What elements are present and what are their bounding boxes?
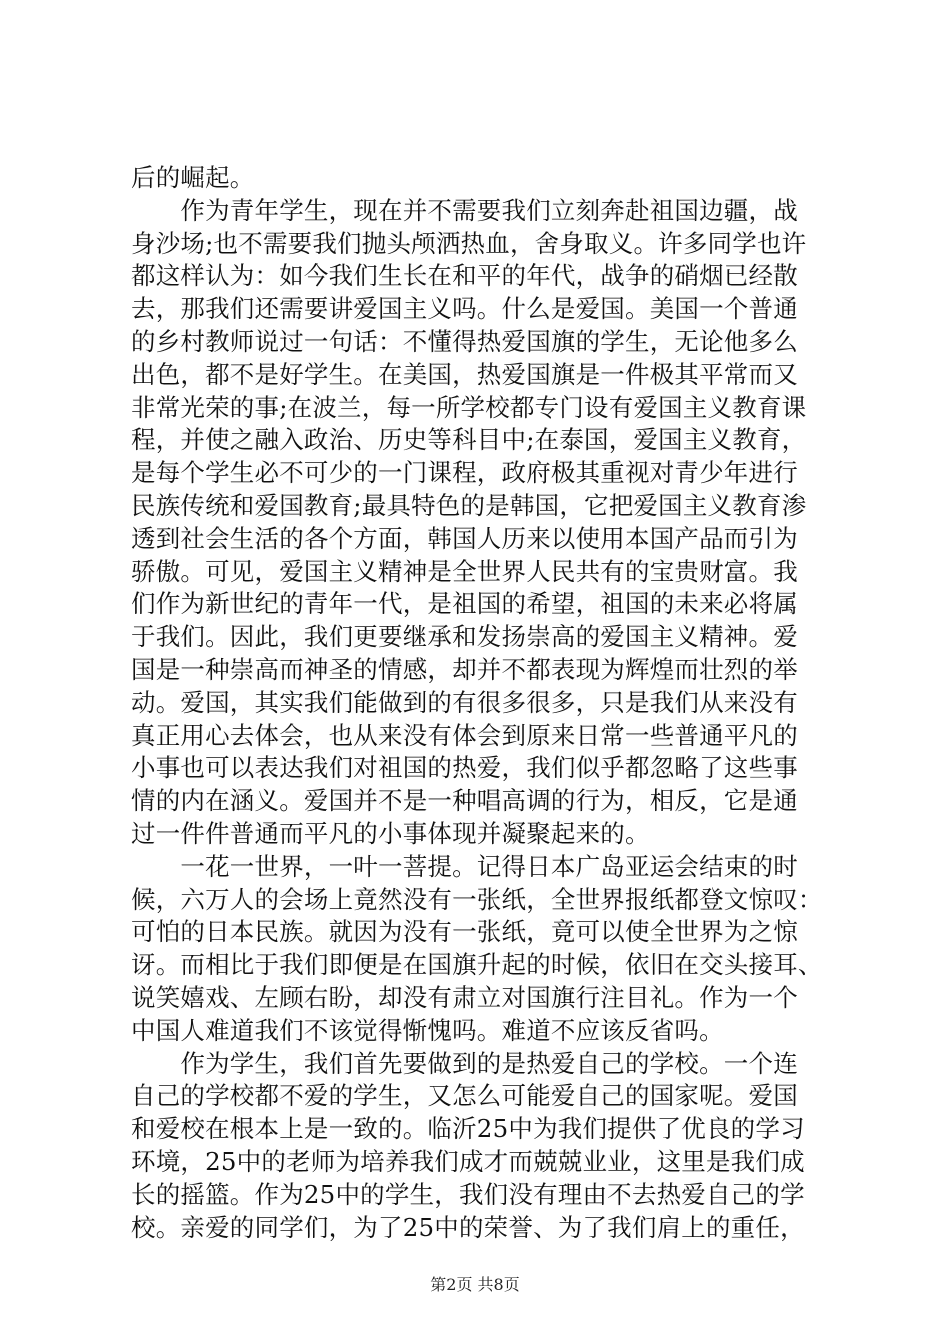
text-line: 透到社会生活的各个方面，韩国人历来以使用本国产品而引为 (131, 523, 798, 553)
text-line: 自己的学校都不爱的学生，又怎么可能爱自己的国家呢。爱国 (131, 1081, 798, 1111)
text-line: 过一件件普通而平凡的小事体现并凝聚起来的。 (131, 818, 650, 848)
text-line: 和爱校在根本上是一致的。临沂25中为我们提供了优良的学习 (131, 1114, 805, 1144)
text-line: 国是一种崇高而神圣的情感，却并不都表现为辉煌而壮烈的举 (131, 654, 798, 684)
text-line: 动。爱国，其实我们能做到的有很多很多，只是我们从来没有 (131, 687, 798, 717)
text-line: 候，六万人的会场上竟然没有一张纸，全世界报纸都登文惊叹： (131, 884, 823, 914)
text-line: 出色，都不是好学生。在美国，热爱国旗是一件极其平常而又 (131, 359, 798, 389)
text-line: 是每个学生必不可少的一门课程，政府极其重视对青少年进行 (131, 458, 798, 488)
text-line: 于我们。因此，我们更要继承和发扬崇高的爱国主义精神。爱 (131, 622, 798, 652)
text-line: 中国人难道我们不该觉得惭愧吗。难道不应该反省吗。 (131, 1015, 724, 1045)
text-line: 长的摇篮。作为25中的学生，我们没有理由不去热爱自己的学 (131, 1179, 805, 1209)
text-line: 程，并使之融入政治、历史等科目中;在泰国，爱国主义教育， (131, 425, 807, 455)
text-line: 环境，25中的老师为培养我们成才而兢兢业业，这里是我们成 (131, 1146, 805, 1176)
document-body (131, 162, 843, 1244)
text-line: 们作为新世纪的青年一代，是祖国的希望，祖国的未来必将属 (131, 589, 798, 619)
text-line: 非常光荣的事;在波兰，每一所学校都专门设有爱国主义教育课 (131, 392, 807, 422)
text-line: 骄傲。可见，爱国主义精神是全世界人民共有的宝贵财富。我 (131, 556, 798, 586)
text-line: 一花一世界，一叶一菩提。记得日本广岛亚运会结束的时 (131, 851, 798, 881)
text-line: 情的内在涵义。爱国并不是一种唱高调的行为，相反，它是通 (131, 786, 798, 816)
text-line: 民族传统和爱国教育;最具特色的是韩国，它把爱国主义教育渗 (131, 490, 807, 520)
page-number-footer: 第2页 共8页 (430, 1275, 520, 1294)
text-line: 可怕的日本民族。就因为没有一张纸，竟可以使全世界为之惊 (131, 917, 798, 947)
text-line: 校。亲爱的同学们，为了25中的荣誉、为了我们肩上的重任， (131, 1212, 805, 1242)
text-line: 去，那我们还需要讲爱国主义吗。什么是爱国。美国一个普通 (131, 294, 798, 324)
text-line: 身沙场;也不需要我们抛头颅洒热血，舍身取义。许多同学也许 (131, 228, 807, 258)
text-line: 小事也可以表达我们对祖国的热爱，我们似乎都忽略了这些事 (131, 753, 798, 783)
text-line: 作为学生，我们首先要做到的是热爱自己的学校。一个连 (131, 1048, 798, 1078)
text-line: 都这样认为：如今我们生长在和平的年代，战争的硝烟已经散 (131, 261, 798, 291)
text-line: 作为青年学生，现在并不需要我们立刻奔赴祖国边疆，战 (131, 195, 798, 225)
text-line: 说笑嬉戏、左顾右盼，却没有肃立对国旗行注目礼。作为一个 (131, 982, 798, 1012)
text-line: 的乡村教师说过一句话：不懂得热爱国旗的学生，无论他多么 (131, 326, 798, 356)
text-line: 真正用心去体会，也从来没有体会到原来日常一些普通平凡的 (131, 720, 798, 750)
text-line: 讶。而相比于我们即便是在国旗升起的时候，依旧在交头接耳、 (131, 950, 823, 980)
text-line: 后的崛起。 (131, 163, 255, 192)
